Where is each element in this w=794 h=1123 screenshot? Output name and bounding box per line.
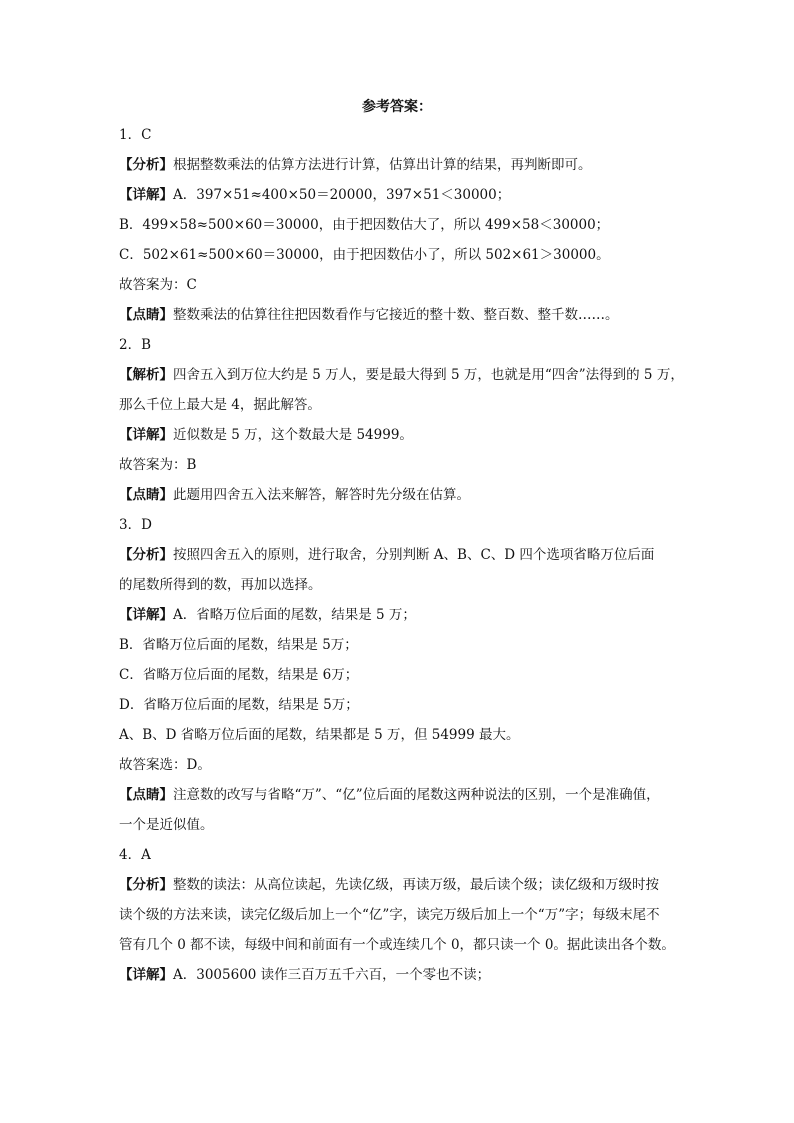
text-line (119, 150, 679, 180)
text-line (119, 120, 679, 150)
line-text: B．499×58≈500×60＝30000，由于把因数估大了，所以 499×58＜30000； (119, 217, 610, 233)
line-text: 读个级的方法来读，读完亿级后加上一个“亿”字，读完万级后加上一个“万”字；每级末尾不 (119, 907, 660, 923)
text-line (119, 870, 679, 900)
line-text: 一个是近似值。 (119, 817, 214, 833)
line-text: D．省略万位后面的尾数，结果是 5万； (119, 697, 359, 713)
text-line (119, 480, 679, 510)
text-line (119, 240, 679, 270)
line-text: 此题用四舍五入法来解答，解答时先分级在估算。 (173, 487, 470, 503)
section-tag: 【详解】 (119, 967, 173, 983)
line-text: 2．B (119, 337, 152, 353)
section-tag: 【分析】 (119, 157, 173, 173)
section-tag: 【详解】 (119, 427, 173, 443)
text-line (119, 540, 679, 570)
line-text: 故答案为：B (119, 457, 197, 473)
line-text: A．省略万位后面的尾数，结果是 5 万； (173, 607, 416, 623)
line-text: A．397×51≈400×50＝20000，397×51＜30000； (173, 187, 511, 203)
line-text: 注意数的改写与省略“万”、“亿”位后面的尾数这两种说法的区别，一个是准确值， (173, 787, 660, 803)
line-text: 整数乘法的估算往往把因数看作与它接近的整十数、整百数、整千数……。 (173, 307, 619, 323)
text-line (119, 510, 679, 540)
section-tag: 【点睛】 (119, 307, 173, 323)
section-tag: 【解析】 (119, 367, 173, 383)
line-text: 的尾数所得到的数，再加以选择。 (119, 577, 322, 593)
section-tag: 【点睛】 (119, 787, 173, 803)
line-text: 4．A (119, 847, 151, 863)
answer-body (119, 120, 684, 990)
text-line (119, 630, 679, 660)
line-text: A、B、D 省略万位后面的尾数，结果都是 5 万，但 54999 最大。 (119, 727, 520, 743)
section-tag: 【详解】 (119, 187, 173, 203)
text-line (119, 270, 679, 300)
line-text: 近似数是 5 万，这个数最大是 54999。 (173, 427, 413, 443)
text-line (119, 390, 679, 420)
text-line (119, 780, 679, 810)
text-line (119, 600, 679, 630)
section-tag: 【点睛】 (119, 487, 173, 503)
line-text: C．502×61≈500×60＝30000，由于把因数估小了，所以 502×61＞30000。 (119, 247, 610, 263)
text-line (119, 450, 679, 480)
text-line (119, 300, 679, 330)
text-line (119, 360, 684, 390)
text-line (119, 810, 679, 840)
line-text: C．省略万位后面的尾数，结果是 6万； (119, 667, 359, 683)
line-text: 故答案选：D。 (119, 757, 211, 773)
text-line (119, 330, 679, 360)
line-text: 根据整数乘法的估算方法进行计算，估算出计算的结果，再判断即可。 (173, 157, 592, 173)
line-text: A．3005600 读作三百万五千六百，一个零也不读； (173, 967, 491, 983)
line-text: 整数的读法：从高位读起，先读亿级，再读万级，最后读个级；读亿级和万级时按 (173, 877, 659, 893)
line-text: 那么千位上最大是 4，据此解答。 (119, 397, 321, 413)
text-line (119, 180, 679, 210)
text-line (119, 930, 679, 960)
text-line (119, 960, 679, 990)
section-tag: 【详解】 (119, 607, 173, 623)
line-text: 管有几个 0 都不读，每级中间和前面有一个或连续几个 0，都只读一个 0。据此读出各个数。 (119, 937, 675, 953)
line-text: 1．C (119, 127, 152, 143)
text-line (119, 840, 679, 870)
text-line (119, 660, 679, 690)
line-text: 四舍五入到万位大约是 5 万人，要是最大得到 5 万，也就是用“四舍”法得到的 5 万， (173, 367, 684, 383)
text-line (119, 720, 679, 750)
text-line (119, 570, 679, 600)
line-text: 3．D (119, 517, 152, 533)
line-text: B．省略万位后面的尾数，结果是 5万； (119, 637, 358, 653)
text-line (119, 690, 679, 720)
text-line (119, 420, 679, 450)
section-tag: 【分析】 (119, 877, 173, 893)
text-line (119, 750, 679, 780)
text-line (119, 900, 679, 930)
section-tag: 【分析】 (119, 547, 173, 563)
page-title: 参考答案： (362, 99, 432, 115)
text-line (119, 210, 679, 240)
line-text: 故答案为：C (119, 277, 197, 293)
line-text: 按照四舍五入的原则，进行取舍，分别判断 A、B、C、D 四个选项省略万位后面 (173, 547, 655, 563)
